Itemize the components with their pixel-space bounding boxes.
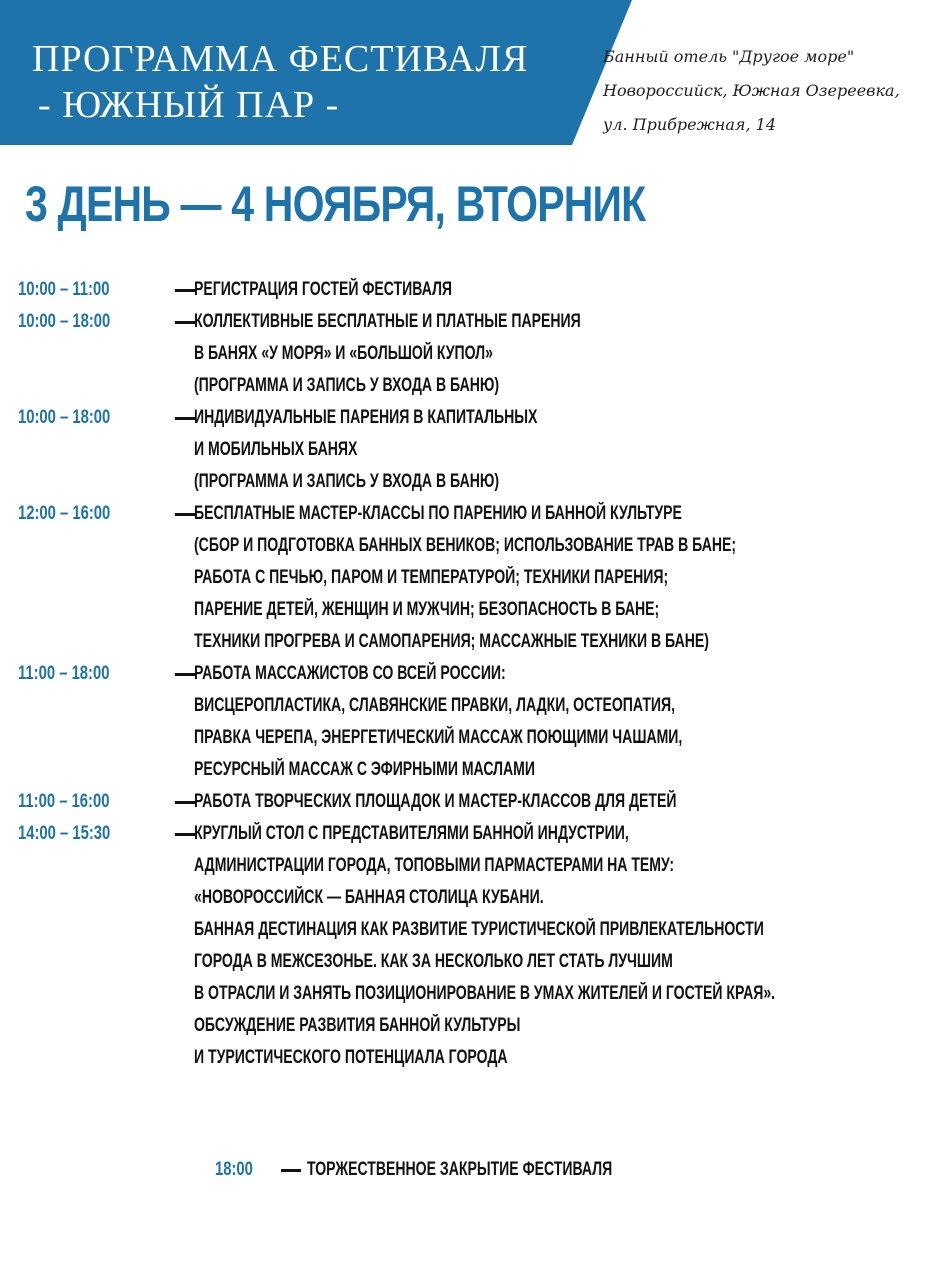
event-description [0, 498, 944, 658]
event-line: БЕСПЛАТНЫЕ МАСТЕР-КЛАССЫ ПО ПАРЕНИЮ И БАННОЙ КУЛЬТУРЕ [194, 503, 682, 524]
event-line: «НОВОРОССИЙСК — БАННАЯ СТОЛИЦА КУБАНИ. [194, 887, 544, 908]
event-time: 14:00 – 15:30 [18, 823, 111, 844]
venue-address [603, 40, 938, 142]
schedule-event [0, 498, 944, 658]
dash-separator [175, 801, 195, 804]
event-line: ПРАВКА ЧЕРЕПА, ЭНЕРГЕТИЧЕСКИЙ МАССАЖ ПОЮЩИМИ ЧАШАМИ, [194, 727, 683, 748]
dash-separator [281, 1169, 301, 1172]
event-line: ГОРОДА В МЕЖСЕЗОНЬЕ. КАК ЗА НЕСКОЛЬКО ЛЕТ СТАТЬ ЛУЧШИМ [194, 951, 673, 972]
dash-separator [175, 289, 195, 292]
event-line: ТЕХНИКИ ПРОГРЕВА И САМОПАРЕНИЯ; МАССАЖНЫЕ ТЕХНИКИ В БАНЕ) [194, 631, 709, 652]
dash-separator [175, 417, 195, 420]
event-line: ПАРЕНИЕ ДЕТЕЙ, ЖЕНЩИН И МУЖЧИН; БЕЗОПАСНОСТЬ В БАНЕ; [194, 599, 660, 620]
event-line: АДМИНИСТРАЦИИ ГОРОДА, ТОПОВЫМИ ПАРМАСТЕРАМИ НА ТЕМУ: [194, 855, 675, 876]
event-line: (СБОР И ПОДГОТОВКА БАННЫХ ВЕНИКОВ; ИСПОЛЬЗОВАНИЕ ТРАВ В БАНЕ; [194, 535, 737, 556]
event-description [0, 274, 944, 306]
schedule-event [0, 818, 944, 1074]
schedule-event [0, 402, 944, 498]
festival-title-line1: ПРОГРАММА ФЕСТИВАЛЯ [32, 38, 529, 80]
event-description [0, 818, 944, 1074]
event-line: В БАНЯХ «У МОРЯ» И «БОЛЬШОЙ КУПОЛ» [194, 343, 493, 364]
event-time: 10:00 – 18:00 [18, 311, 111, 332]
event-time: 10:00 – 11:00 [18, 279, 110, 300]
address-line3: ул. Прибрежная, 14 [603, 115, 777, 134]
event-line: И ТУРИСТИЧЕСКОГО ПОТЕНЦИАЛА ГОРОДА [194, 1047, 508, 1068]
schedule-event [0, 274, 944, 306]
dash-separator [175, 321, 195, 324]
event-line: БАННАЯ ДЕСТИНАЦИЯ КАК РАЗВИТИЕ ТУРИСТИЧЕСКОЙ ПРИВЛЕКАТЕЛЬНОСТИ [194, 919, 764, 940]
schedule-event [0, 658, 944, 786]
event-line: (ПРОГРАММА И ЗАПИСЬ У ВХОДА В БАНЮ) [194, 471, 500, 492]
schedule-event [0, 786, 944, 818]
dash-separator [175, 673, 195, 676]
event-line: КРУГЛЫЙ СТОЛ С ПРЕДСТАВИТЕЛЯМИ БАННОЙ ИНДУСТРИИ, [194, 823, 629, 844]
closing-time: 18:00 [215, 1159, 253, 1180]
festival-title [32, 36, 552, 128]
schedule-list [0, 274, 944, 1074]
event-line: И МОБИЛЬНЫХ БАНЯХ [194, 439, 358, 460]
event-line: ИНДИВИДУАЛЬНЫЕ ПАРЕНИЯ В КАПИТАЛЬНЫХ [194, 407, 538, 428]
event-line: В ОТРАСЛИ И ЗАНЯТЬ ПОЗИЦИОНИРОВАНИЕ В УМАХ ЖИТЕЛЕЙ И ГОСТЕЙ КРАЯ». [194, 983, 776, 1004]
event-description [0, 306, 944, 402]
event-line: РЕСУРСНЫЙ МАССАЖ С ЭФИРНЫМИ МАСЛАМИ [194, 759, 535, 780]
dash-separator [175, 833, 195, 836]
event-line: РЕГИСТРАЦИЯ ГОСТЕЙ ФЕСТИВАЛЯ [194, 279, 453, 300]
event-line: ВИСЦЕРОПЛАСТИКА, СЛАВЯНСКИЕ ПРАВКИ, ЛАДКИ, ОСТЕОПАТИЯ, [194, 695, 676, 716]
event-description [0, 402, 944, 498]
event-time: 10:00 – 18:00 [18, 407, 111, 428]
event-time: 12:00 – 16:00 [18, 503, 111, 524]
festival-title-line2: - ЮЖНЫЙ ПАР - [38, 84, 340, 126]
event-time: 11:00 – 16:00 [18, 791, 110, 812]
closing-text: ТОРЖЕСТВЕННОЕ ЗАКРЫТИЕ ФЕСТИВАЛЯ [307, 1159, 613, 1180]
address-line2: Новороссийск, Южная Озереевка, [603, 81, 900, 100]
event-line: КОЛЛЕКТИВНЫЕ БЕСПЛАТНЫЕ И ПЛАТНЫЕ ПАРЕНИЯ [194, 311, 581, 332]
address-line1: Банный отель "Другое море" [603, 47, 855, 66]
event-line: РАБОТА МАССАЖИСТОВ СО ВСЕЙ РОССИИ: [194, 663, 506, 684]
event-description [0, 786, 944, 818]
schedule-event [0, 306, 944, 402]
event-time: 11:00 – 18:00 [18, 663, 110, 684]
event-line: (ПРОГРАММА И ЗАПИСЬ У ВХОДА В БАНЮ) [194, 375, 500, 396]
event-line: РАБОТА ТВОРЧЕСКИХ ПЛОЩАДОК И МАСТЕР-КЛАССОВ ДЛЯ ДЕТЕЙ [194, 791, 677, 812]
header [0, 0, 944, 145]
dash-separator [175, 513, 195, 516]
event-line: ОБСУЖДЕНИЕ РАЗВИТИЯ БАННОЙ КУЛЬТУРЫ [194, 1015, 521, 1036]
day-title: 3 ДЕНЬ — 4 НОЯБРЯ, ВТОРНИК [25, 176, 646, 232]
event-description [0, 658, 944, 786]
event-line: РАБОТА С ПЕЧЬЮ, ПАРОМ И ТЕМПЕРАТУРОЙ; ТЕХНИКИ ПАРЕНИЯ; [194, 567, 669, 588]
